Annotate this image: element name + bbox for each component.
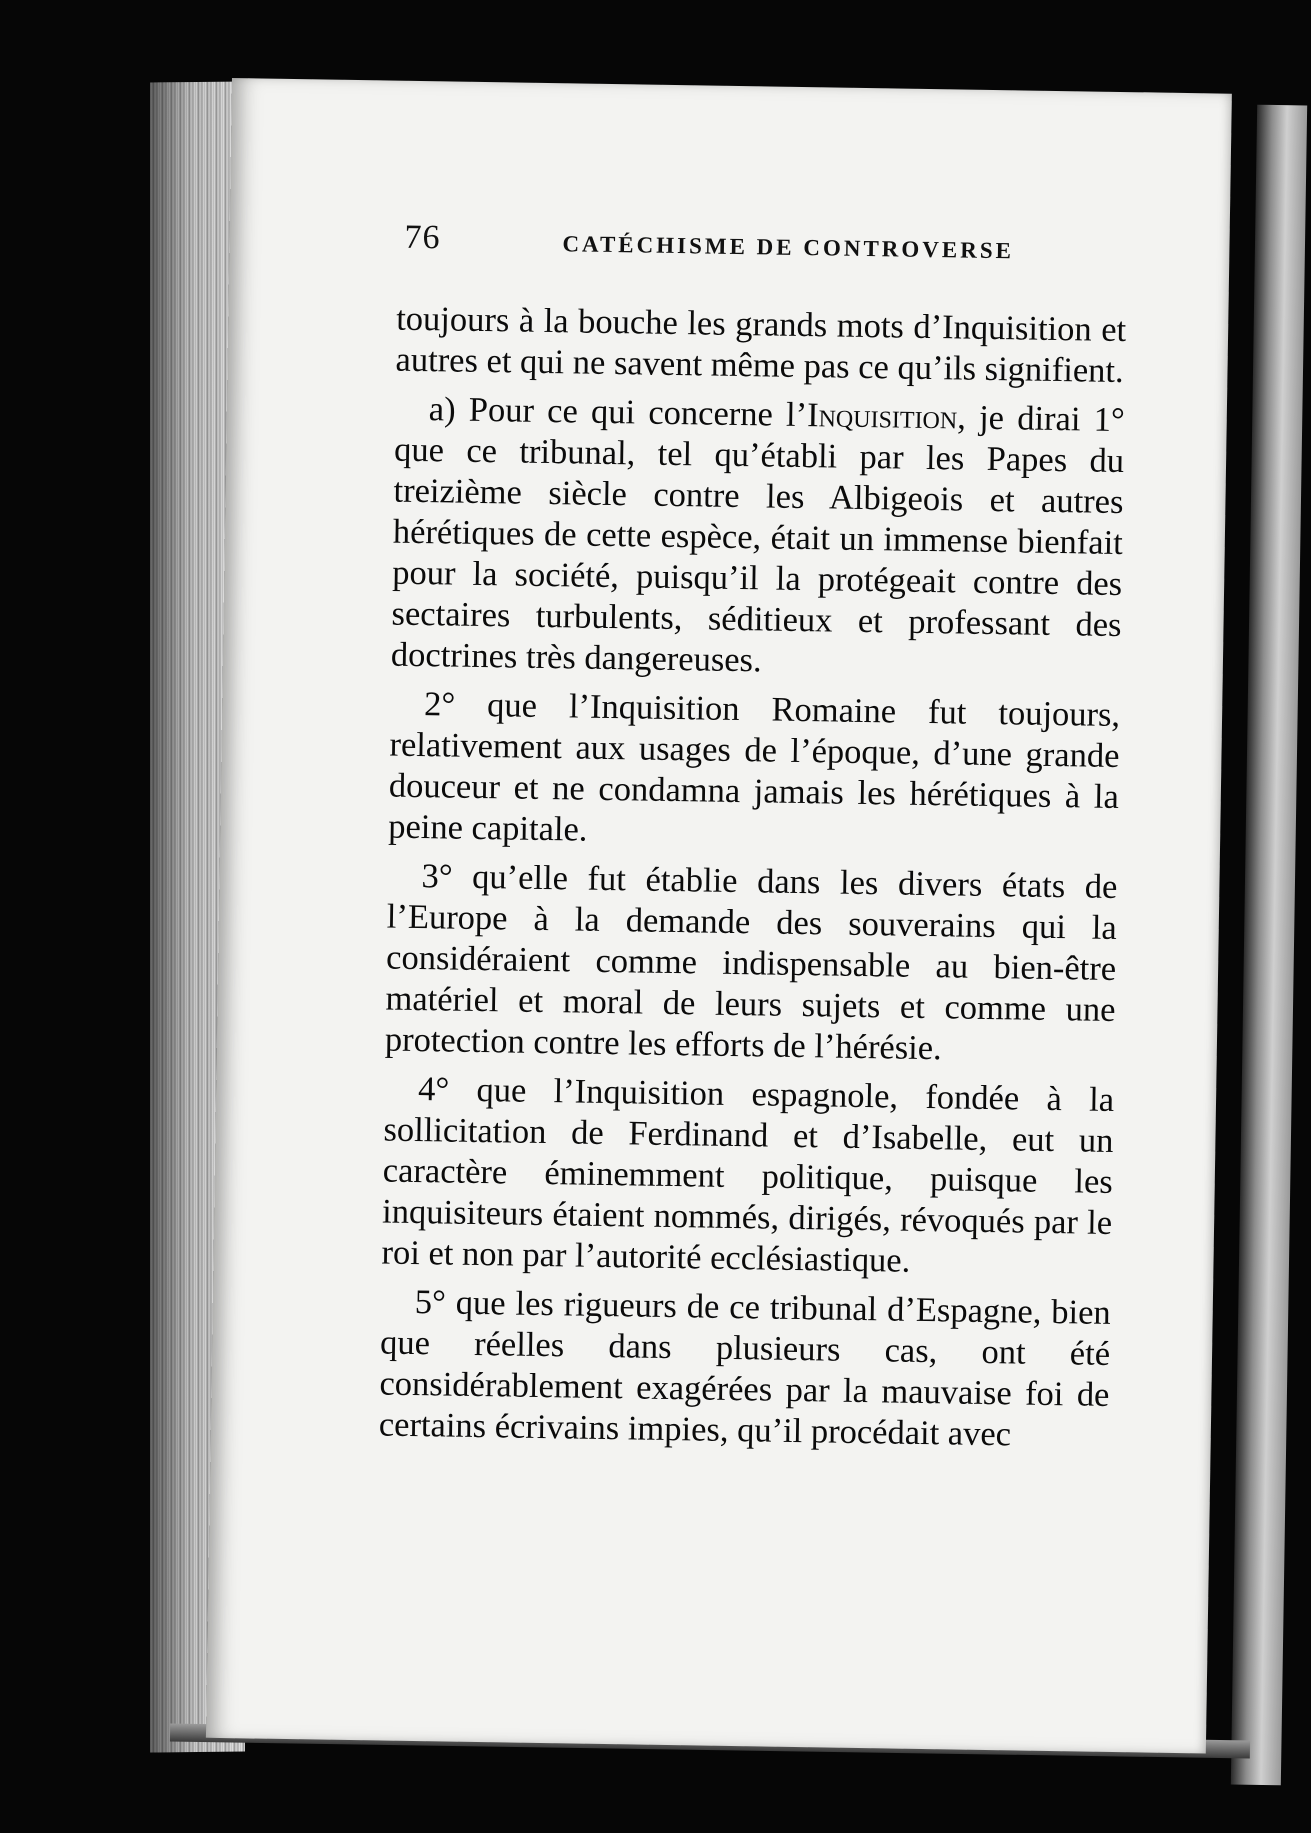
page-body	[378, 299, 1126, 1465]
paragraph-inquisition-intro	[391, 389, 1125, 687]
paragraph-point-2: 2° que l’Inquisition Romaine fut toujours, relativement aux usages de l’époque, d’une grande douceur et ne condamna jamais les hérétiques à la peine capitale.	[387, 685, 1121, 849]
running-title: CATÉCHISME DE CONTROVERSE	[562, 231, 1015, 264]
book-page	[206, 78, 1232, 1754]
paragraph-prefix: a) Pour ce qui concerne l’	[428, 390, 808, 435]
paragraph-point-3: 3° qu’elle fut établie dans les divers états de l’Europe à la demande des souverains qui la considéraient comme indispensable au bien-être matériel et moral de leurs sujets et comme une protection contre les efforts de l’hérésie.	[384, 857, 1118, 1068]
adjacent-page-edge	[1231, 105, 1307, 1786]
page-header	[404, 218, 1125, 264]
inquisition-smallcaps: Inquisition	[806, 396, 958, 437]
paragraph-point-5: 5° que les rigueurs de ce tribunal d’Espagne, bien que réelles dans plusieurs cas, ont été considérablement exagérées par la mauvaise foi de certains écrivains impies, qu’il procédait avec	[378, 1283, 1112, 1454]
paragraph-suffix: , je dirai 1° que ce tribunal, tel qu’établi par les Papes du treizième siècle contre les Albigeois et autres hérétiques de cette espèce, était un immense bienfait pour la société, puisqu’il la protégeait contre des sectaires turbulents, séditieux et professant des doctrines très dangereuses.	[390, 398, 1126, 680]
paragraph-continuation: toujours à la bouche les grands mots d’Inquisition et autres et qui ne savent même pas ce qu’ils signifient.	[395, 299, 1127, 391]
paragraph-point-4: 4° que l’Inquisition espagnole, fondée à la sollicitation de Ferdinand et d’Isabelle, eut un caractère éminemment politique, puisque les inquisiteurs étaient nommés, dirigés, révoqués par le roi et non par l’autorité ecclésiastique.	[381, 1070, 1115, 1280]
page-number: 76	[404, 218, 441, 257]
